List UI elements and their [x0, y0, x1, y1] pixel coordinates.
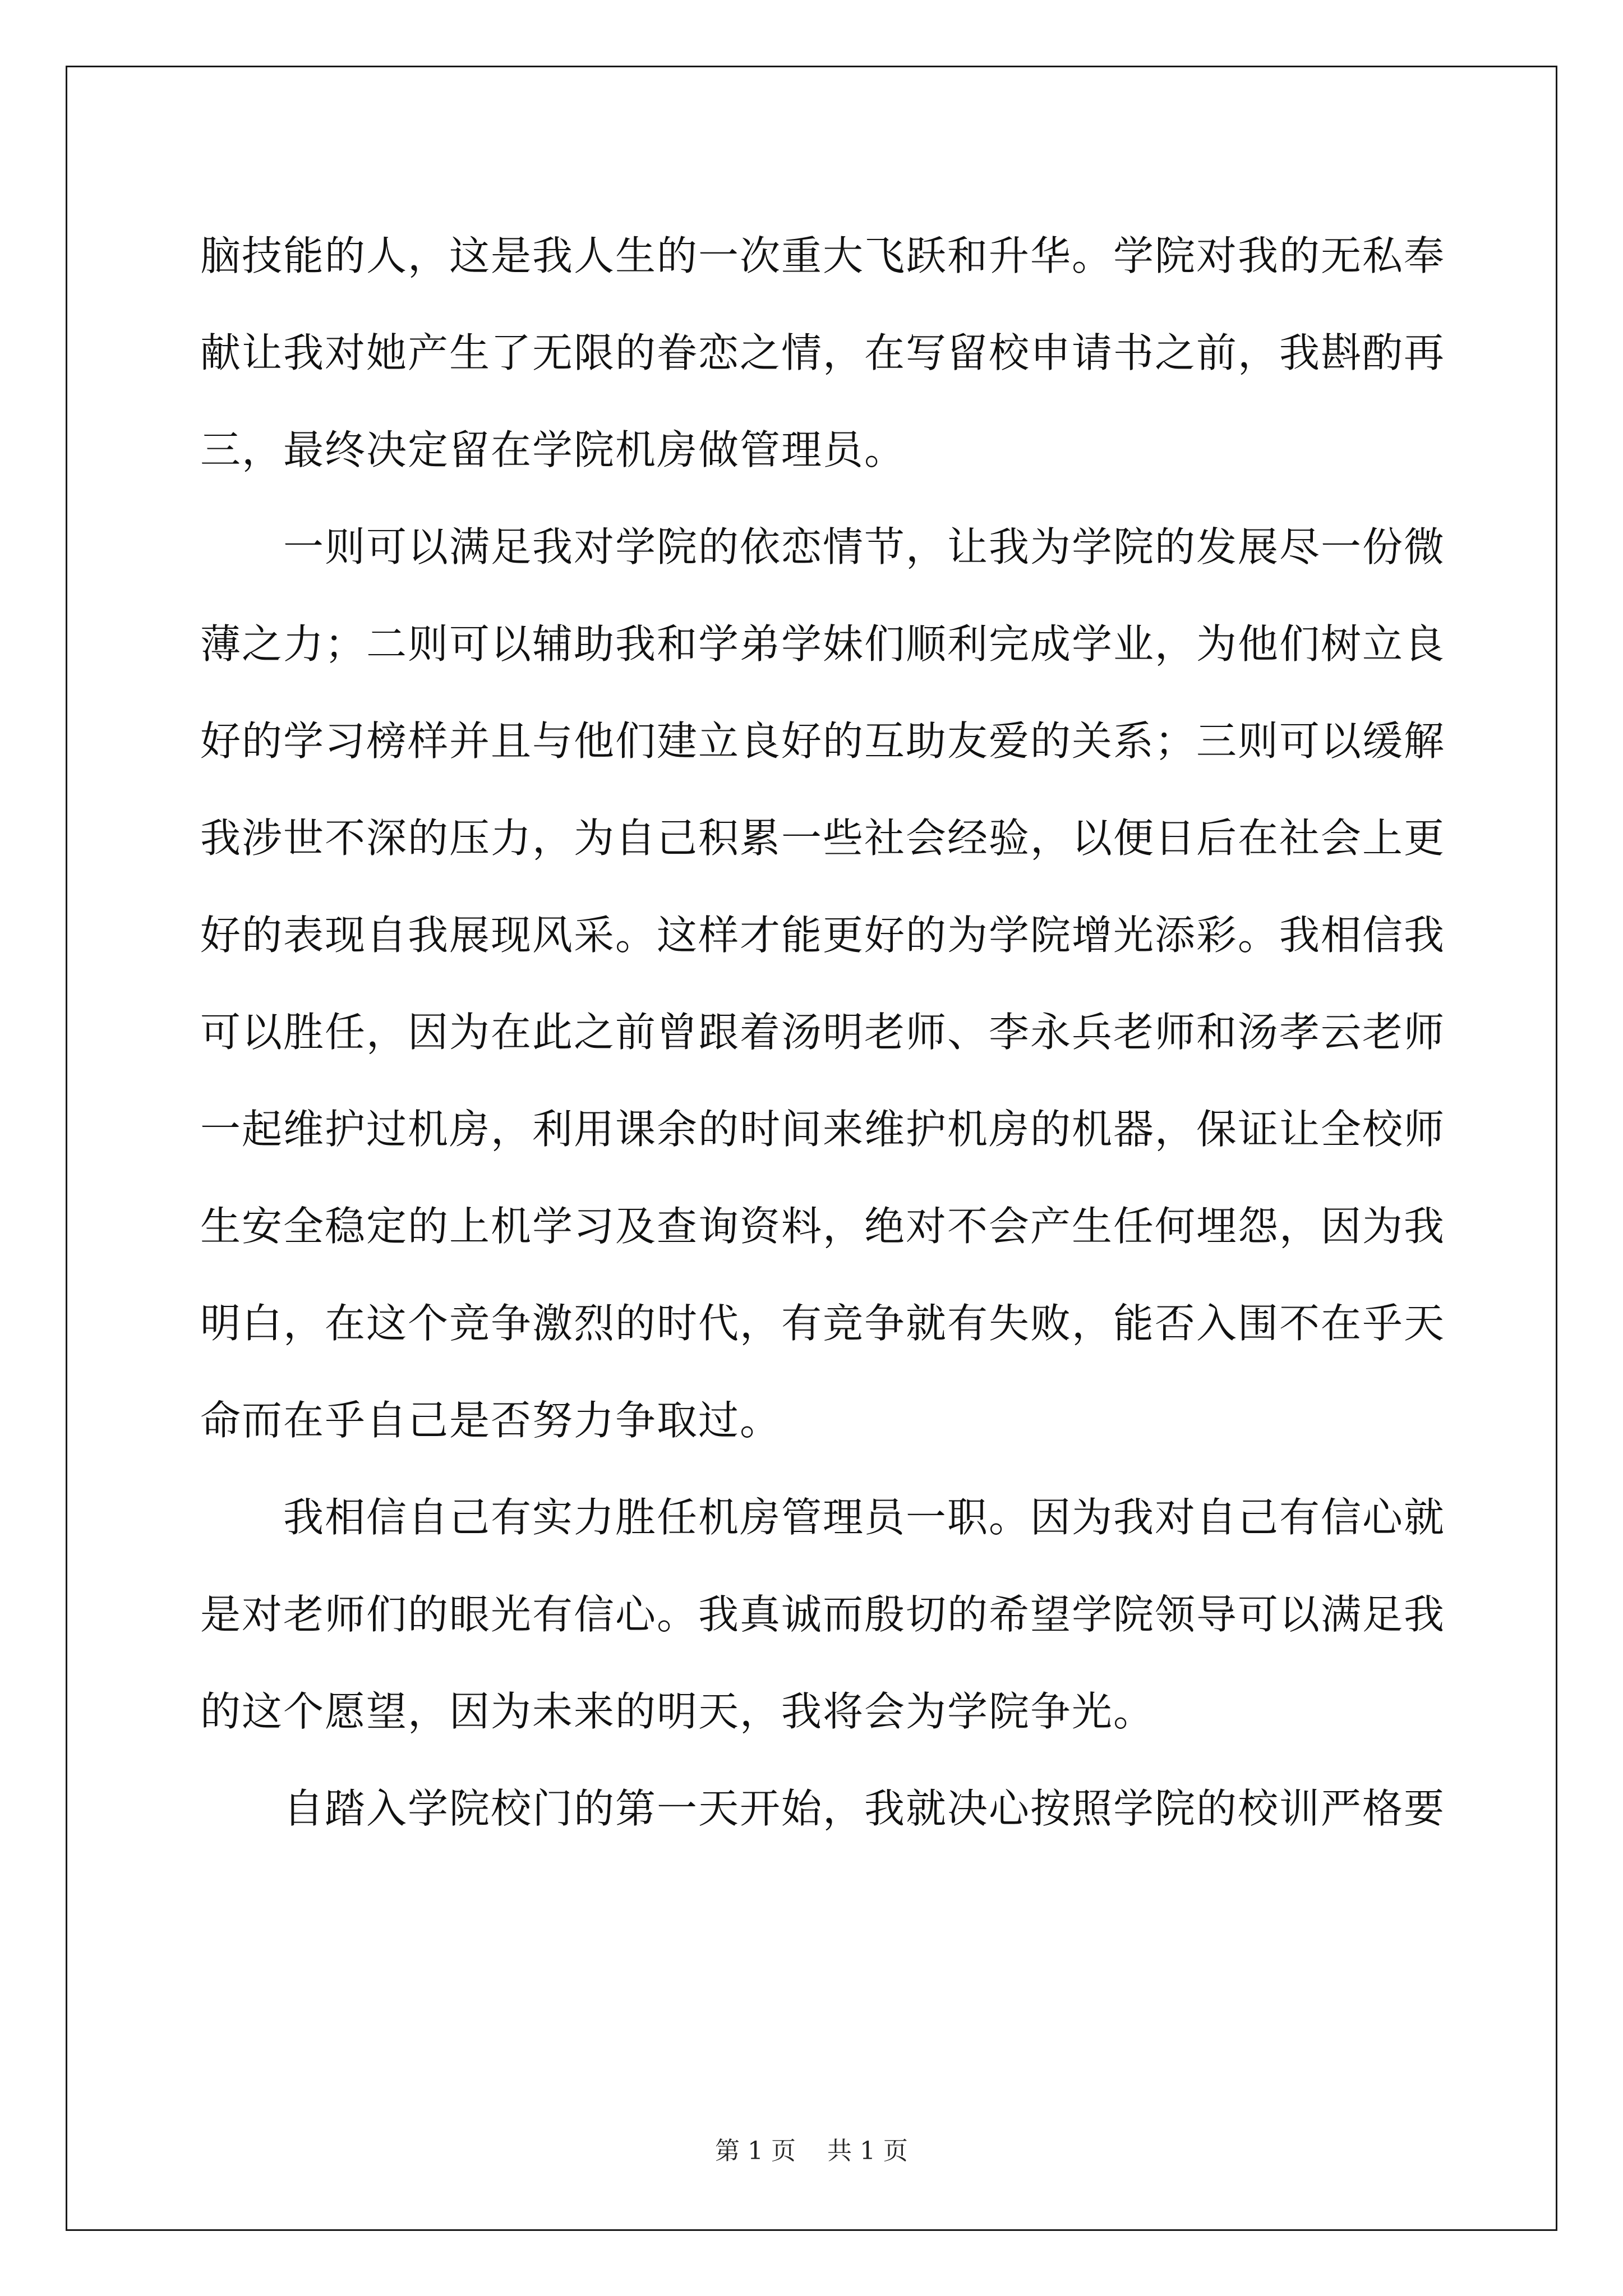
paragraph-1 — [200, 208, 1446, 499]
page-footer — [0, 2134, 1623, 2168]
text-line: 薄之力；二则可以辅助我和学弟学妹们顺利完成学业，为他们树立良 — [200, 620, 1446, 668]
paragraph-3 — [200, 1469, 1446, 1760]
text-line: 我涉世不深的压力，为自己积累一些社会经验，以便日后在社会上更 — [200, 815, 1446, 862]
text-line: 自踏入学院校门的第一天开始，我就决心按照学院的校训严格要 — [200, 1785, 1446, 1832]
text-line: 一则可以满足我对学院的依恋情节，让我为学院的发展尽一份微 — [200, 523, 1446, 570]
text-line: 明白，在这个竞争激烈的时代，有竞争就有失败，能否入围不在乎天 — [200, 1300, 1446, 1347]
text-line: 好的表现自我展现风采。这样才能更好的为学院增光添彩。我相信我 — [200, 912, 1446, 959]
page-total: 共 1 页 — [827, 2137, 908, 2165]
text-line: 的这个愿望，因为未来的明天，我将会为学院争光。 — [200, 1688, 1155, 1735]
paragraph-4 — [200, 1760, 1446, 1857]
paragraph-2 — [200, 499, 1446, 1469]
text-line: 好的学习榜样并且与他们建立良好的互助友爱的关系；三则可以缓解 — [200, 717, 1446, 765]
text-line: 我相信自己有实力胜任机房管理员一职。因为我对自己有信心就 — [200, 1494, 1446, 1541]
text-line: 三，最终决定留在学院机房做管理员。 — [200, 426, 906, 473]
text-line: 献让我对她产生了无限的眷恋之情，在写留校申请书之前，我斟酌再 — [200, 329, 1446, 376]
text-line: 生安全稳定的上机学习及查询资料，绝对不会产生任何埋怨，因为我 — [200, 1203, 1446, 1250]
text-line: 可以胜任，因为在此之前曾跟着汤明老师、李永兵老师和汤孝云老师 — [200, 1009, 1446, 1056]
document-body — [200, 208, 1446, 1857]
text-line: 脑技能的人，这是我人生的一次重大飞跃和升华。学院对我的无私奉 — [200, 232, 1446, 279]
text-line: 一起维护过机房，利用课余的时间来维护机房的机器，保证让全校师 — [200, 1106, 1446, 1153]
text-line: 命而在乎自己是否努力争取过。 — [200, 1397, 782, 1444]
text-line: 是对老师们的眼光有信心。我真诚而殷切的希望学院领导可以满足我 — [200, 1591, 1446, 1638]
page-number: 第 1 页 — [715, 2137, 796, 2165]
